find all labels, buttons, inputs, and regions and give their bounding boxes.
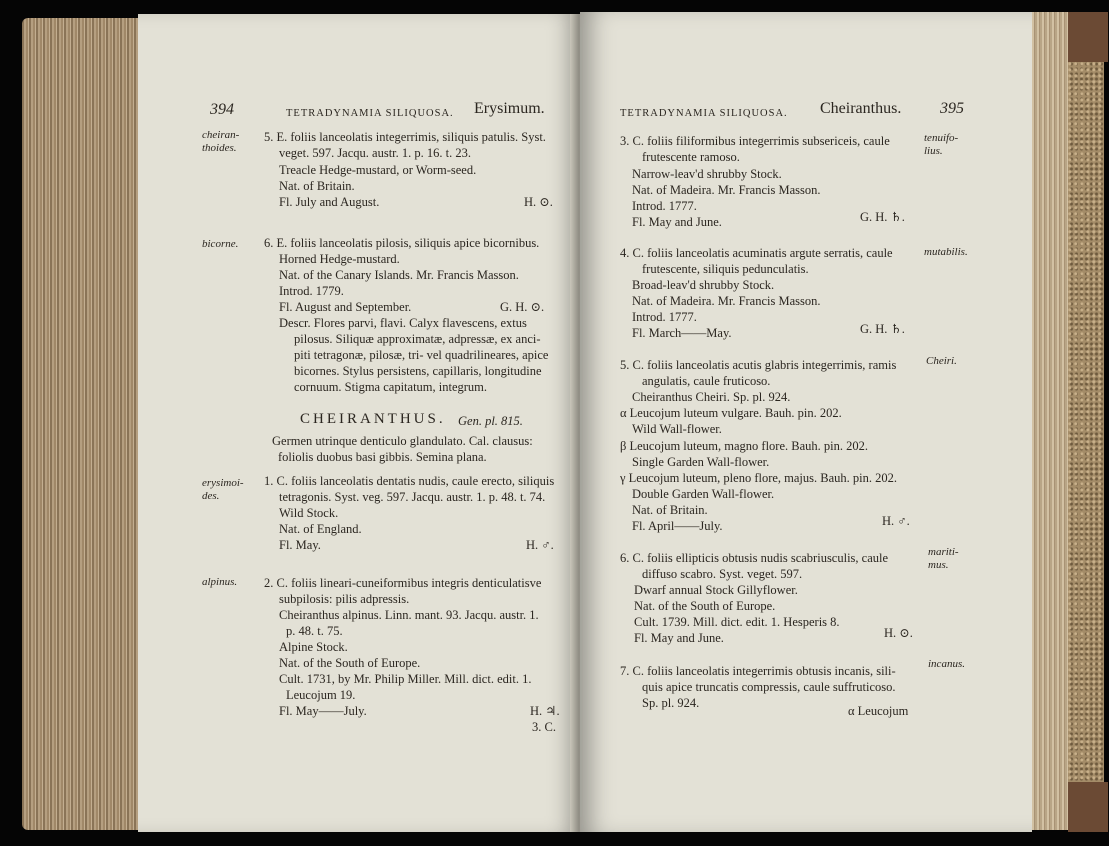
header-genus: Cheiranthus.: [820, 100, 902, 117]
life-sign: H. ♂.: [882, 514, 910, 528]
entry-line: Double Garden Wall-flower.: [632, 487, 775, 501]
entry-line: Fl. March——May.: [632, 326, 732, 340]
entry-line: Cheiranthus alpinus. Linn. mant. 93. Jacqu. austr. 1.: [279, 608, 539, 622]
margin-name: bicorne.: [202, 238, 239, 250]
margin-name: incanus.: [928, 658, 965, 670]
life-sign: G. H. ♄.: [860, 322, 905, 336]
margin-name: des.: [202, 490, 220, 502]
margin-name: cheiran-: [202, 129, 240, 141]
margin-name: mariti-: [928, 546, 959, 558]
entry-line: Nat. of Madeira. Mr. Francis Masson.: [632, 183, 821, 197]
entry-line: Cult. 1731, by Mr. Philip Miller. Mill. dict. edit. 1.: [279, 672, 532, 686]
entry-line: pilosus. Siliquæ approximatæ, adpressæ, ex anci-: [294, 332, 541, 346]
margin-name: Cheiri.: [926, 355, 957, 367]
entry-line: Cheiranthus Cheiri. Sp. pl. 924.: [632, 390, 791, 404]
margin-name: mutabilis.: [924, 246, 968, 258]
page-number: 395: [940, 100, 964, 117]
margin-name: thoides.: [202, 142, 237, 154]
entry-line: Introd. 1779.: [279, 284, 344, 298]
right-page: [580, 12, 1032, 832]
margin-name: erysimoi-: [202, 477, 244, 489]
margin-name: tenuifo-: [924, 132, 959, 144]
margin-name: alpinus.: [202, 576, 238, 588]
entry-line: piti tetragonæ, pilosæ, tri- vel quadrilineares, apice: [294, 348, 549, 362]
entry-line: subpilosis: pilis adpressis.: [279, 592, 410, 606]
entry-line: Single Garden Wall-flower.: [632, 455, 770, 469]
entry-line: Nat. of England.: [279, 522, 362, 536]
cover-corner-top: [1068, 12, 1108, 62]
entry-line: frutescente ramoso.: [642, 150, 740, 164]
entry-line: Nat. of the South of Europe.: [279, 656, 421, 670]
entry-line: Nat. of Britain.: [632, 503, 708, 517]
left-page: [138, 14, 578, 832]
entry-line: Treacle Hedge-mustard, or Worm-seed.: [279, 163, 477, 177]
life-sign: H. ♂.: [526, 538, 554, 552]
entry-line: Fl. May and June.: [632, 215, 722, 229]
entry-line: γ Leucojum luteum, pleno flore, majus. Bauh. pin. 202.: [620, 471, 898, 485]
entry-line: 5. C. foliis lanceolatis acutis glabris integerrimis, ramis: [620, 358, 897, 372]
entry-line: Wild Stock.: [279, 506, 339, 520]
entry-line: Wild Wall-flower.: [632, 422, 722, 436]
entry-line: Fl. May——July.: [279, 704, 367, 718]
entry-line: Introd. 1777.: [632, 199, 697, 213]
entry-line: 6. E. foliis lanceolatis pilosis, siliquis apice bicornibus.: [264, 236, 540, 250]
entry-line: β Leucojum luteum, magno flore. Bauh. pin. 202.: [620, 439, 868, 453]
life-sign: H. ⊙.: [884, 626, 913, 640]
section-description: Germen utrinque denticulo glandulato. Cal. clausus:: [272, 434, 533, 448]
life-sign: H. ⊙.: [524, 195, 553, 209]
header-genus: Erysimum.: [474, 100, 545, 117]
entry-line: frutescente, siliquis pedunculatis.: [642, 262, 809, 276]
entry-line: Fl. April——July.: [632, 519, 723, 533]
entry-line: Introd. 1777.: [632, 310, 697, 324]
entry-line: Broad-leav'd shrubby Stock.: [632, 278, 775, 292]
section-title: CHEIRANTHUS.: [300, 411, 446, 427]
entry-line: p. 48. t. 75.: [286, 624, 343, 638]
page-number: 394: [210, 101, 234, 118]
section-description: foliolis duobus basi gibbis. Semina plana.: [278, 450, 487, 464]
entry-line: Cult. 1739. Mill. dict. edit. 1. Hesperis 8.: [634, 615, 840, 629]
margin-name: lius.: [924, 145, 943, 157]
entry-line: bicornes. Stylus persistens, capillaris, longitudine: [294, 364, 542, 378]
cover-corner-bottom: [1068, 782, 1108, 832]
entry-line: tetragonis. Syst. veg. 597. Jacqu. austr. 1. p. 48. t. 74.: [279, 490, 546, 504]
entry-line: 3. C. foliis filiformibus integerrimis subsericeis, caule: [620, 134, 890, 148]
margin-name: mus.: [928, 559, 949, 571]
entry-line: 6. C. foliis ellipticis obtusis nudis scabriusculis, caule: [620, 551, 889, 565]
entry-line: Fl. May.: [279, 538, 321, 552]
entry-line: Leucojum 19.: [286, 688, 356, 702]
entry-line: Nat. of Madeira. Mr. Francis Masson.: [632, 294, 821, 308]
entry-line: Descr. Flores parvi, flavi. Calyx flavescens, extus: [279, 316, 527, 330]
book-cover: [1068, 56, 1104, 828]
entry-line: α Leucojum luteum vulgare. Bauh. pin. 202.: [620, 406, 842, 420]
entry-line: 2. C. foliis lineari-cuneiformibus integris denticulatisve: [264, 576, 542, 590]
life-sign: G. H. ♄.: [860, 210, 905, 224]
entry-line: 1. C. foliis lanceolatis dentatis nudis, caule erecto, siliquis: [264, 474, 555, 488]
running-header: TETRADYNAMIA SILIQUOSA.: [286, 108, 454, 119]
entry-line: diffuso scabro. Syst. veget. 597.: [642, 567, 803, 581]
left-page-edges: [22, 18, 140, 830]
entry-line: Sp. pl. 924.: [642, 696, 700, 710]
entry-line: angulatis, caule fruticoso.: [642, 374, 771, 388]
entry-line: Nat. of the Canary Islands. Mr. Francis Masson.: [279, 268, 519, 282]
life-sign: H. ♃.: [530, 704, 560, 718]
entry-line: Alpine Stock.: [279, 640, 348, 654]
entry-line: Fl. August and September.: [279, 300, 412, 314]
entry-line: Horned Hedge-mustard.: [279, 252, 400, 266]
entry-line: 5. E. foliis lanceolatis integerrimis, siliquis patulis. Syst.: [264, 130, 546, 144]
catchword: 3. C.: [532, 720, 556, 734]
running-header: TETRADYNAMIA SILIQUOSA.: [620, 108, 788, 119]
entry-line: Fl. May and June.: [634, 631, 724, 645]
entry-line: quis apice truncatis compressis, caule suffruticoso.: [642, 680, 896, 694]
entry-line: Nat. of the South of Europe.: [634, 599, 776, 613]
life-sign: G. H. ⊙.: [500, 300, 545, 314]
entry-line: 7. C. foliis lanceolatis integerrimis obtusis incanis, sili-: [620, 664, 896, 678]
entry-line: Nat. of Britain.: [279, 179, 355, 193]
entry-line: veget. 597. Jacqu. austr. 1. p. 16. t. 23.: [279, 146, 471, 160]
entry-line: cornuum. Stigma capitatum, integrum.: [294, 380, 488, 394]
catchword: α Leucojum: [848, 704, 909, 718]
entry-line: Fl. July and August.: [279, 195, 380, 209]
entry-line: 4. C. foliis lanceolatis acuminatis argute serratis, caule: [620, 246, 893, 260]
section-reference: Gen. pl. 815.: [458, 414, 523, 428]
entry-line: Narrow-leav'd shrubby Stock.: [632, 167, 782, 181]
entry-line: Dwarf annual Stock Gillyflower.: [634, 583, 798, 597]
